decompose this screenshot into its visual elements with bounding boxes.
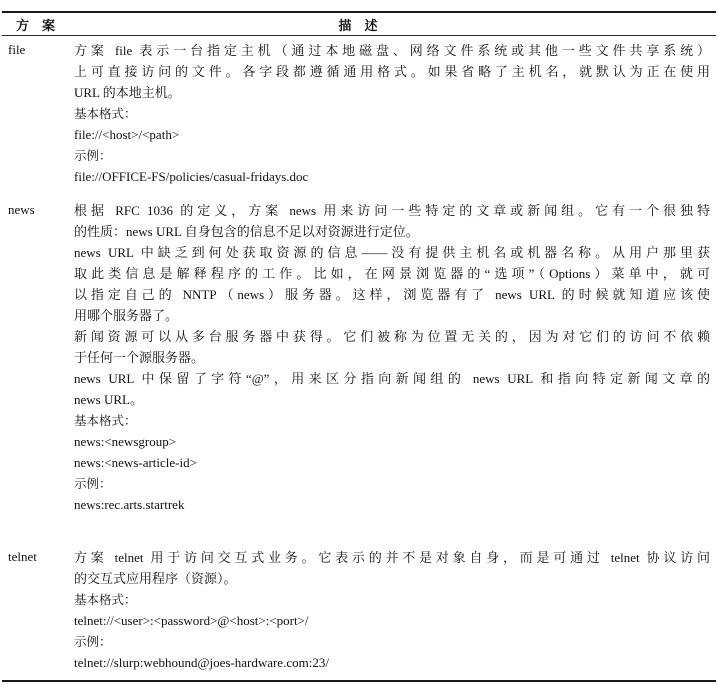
format-syntax: news:<newsgroup> bbox=[74, 434, 177, 449]
example-label: 示例： bbox=[74, 476, 112, 491]
header-description: 描 述 bbox=[338, 19, 378, 34]
desc-line: 取此类信息是解释程序的工作。比如，在网景浏览器的“选项”（Options）菜单中，就可 bbox=[74, 266, 710, 281]
desc-line: 根据 RFC 1036 的定义，方案 news 用来访问一些特定的文章或新闻组。它有一个很独特 bbox=[74, 203, 710, 218]
desc-line: 上可直接访问的文件。各字段都遵循通用格式。如果省略了主机名，就默认为正在使用 bbox=[74, 64, 710, 79]
scheme-description bbox=[74, 547, 714, 673]
table-bottom-rule bbox=[2, 680, 716, 682]
scheme-description bbox=[74, 200, 714, 515]
scheme-name: file bbox=[8, 42, 26, 57]
desc-line: 方案 file 表示一台指定主机（通过本地磁盘、网络文件系统或其他一些文件共享系统） bbox=[74, 43, 710, 58]
example-value: telnet://slurp:webhound@joes-hardware.com:23/ bbox=[74, 655, 329, 670]
scheme-name: news bbox=[8, 202, 35, 217]
format-label: 基本格式： bbox=[74, 413, 137, 428]
desc-line: 的交互式应用程序（资源）。 bbox=[74, 571, 237, 586]
scheme-name: telnet bbox=[8, 549, 37, 564]
desc-line: 用哪个服务器了。 bbox=[74, 308, 179, 323]
desc-line: URL 的本地主机。 bbox=[74, 85, 181, 100]
table-header-rule bbox=[2, 35, 716, 36]
header-scheme: 方 案 bbox=[16, 19, 56, 34]
table-top-rule bbox=[2, 11, 716, 13]
format-syntax: news:<news-article-id> bbox=[74, 455, 197, 470]
desc-line: 的性质：news URL 自身包含的信息不足以对资源进行定位。 bbox=[74, 224, 419, 239]
desc-line: news URL 中保留了字符“@”，用来区分指向新闻组的 news URL 和指向特定新闻文章的 bbox=[74, 371, 710, 386]
example-value: news:rec.arts.startrek bbox=[74, 497, 185, 512]
desc-line: 以指定自己的 NNTP（news）服务器。这样，浏览器有了 news URL 的时候就知道应该使 bbox=[74, 287, 710, 302]
example-label: 示例： bbox=[74, 148, 112, 163]
example-label: 示例： bbox=[74, 634, 112, 649]
desc-line: 方案 telnet 用于访问交互式业务。它表示的并不是对象自身，而是可通过 telnet 协议访问 bbox=[74, 550, 710, 565]
format-label: 基本格式： bbox=[74, 106, 137, 121]
desc-line: 新闻资源可以从多台服务器中获得。它们被称为位置无关的，因为对它们的访问不依赖 bbox=[74, 329, 710, 344]
desc-line: news URL。 bbox=[74, 392, 143, 407]
example-value: file://OFFICE-FS/policies/casual-fridays.doc bbox=[74, 169, 309, 184]
format-label: 基本格式： bbox=[74, 592, 137, 607]
format-syntax: file://<host>/<path> bbox=[74, 127, 180, 142]
desc-line: 于任何一个源服务器。 bbox=[74, 350, 205, 365]
desc-line: news URL 中缺乏到何处获取资源的信息——没有提供主机名或机器名称。从用户那里获 bbox=[74, 245, 710, 260]
format-syntax: telnet://<user>:<password>@<host>:<port>/ bbox=[74, 613, 309, 628]
scheme-description bbox=[74, 40, 714, 187]
